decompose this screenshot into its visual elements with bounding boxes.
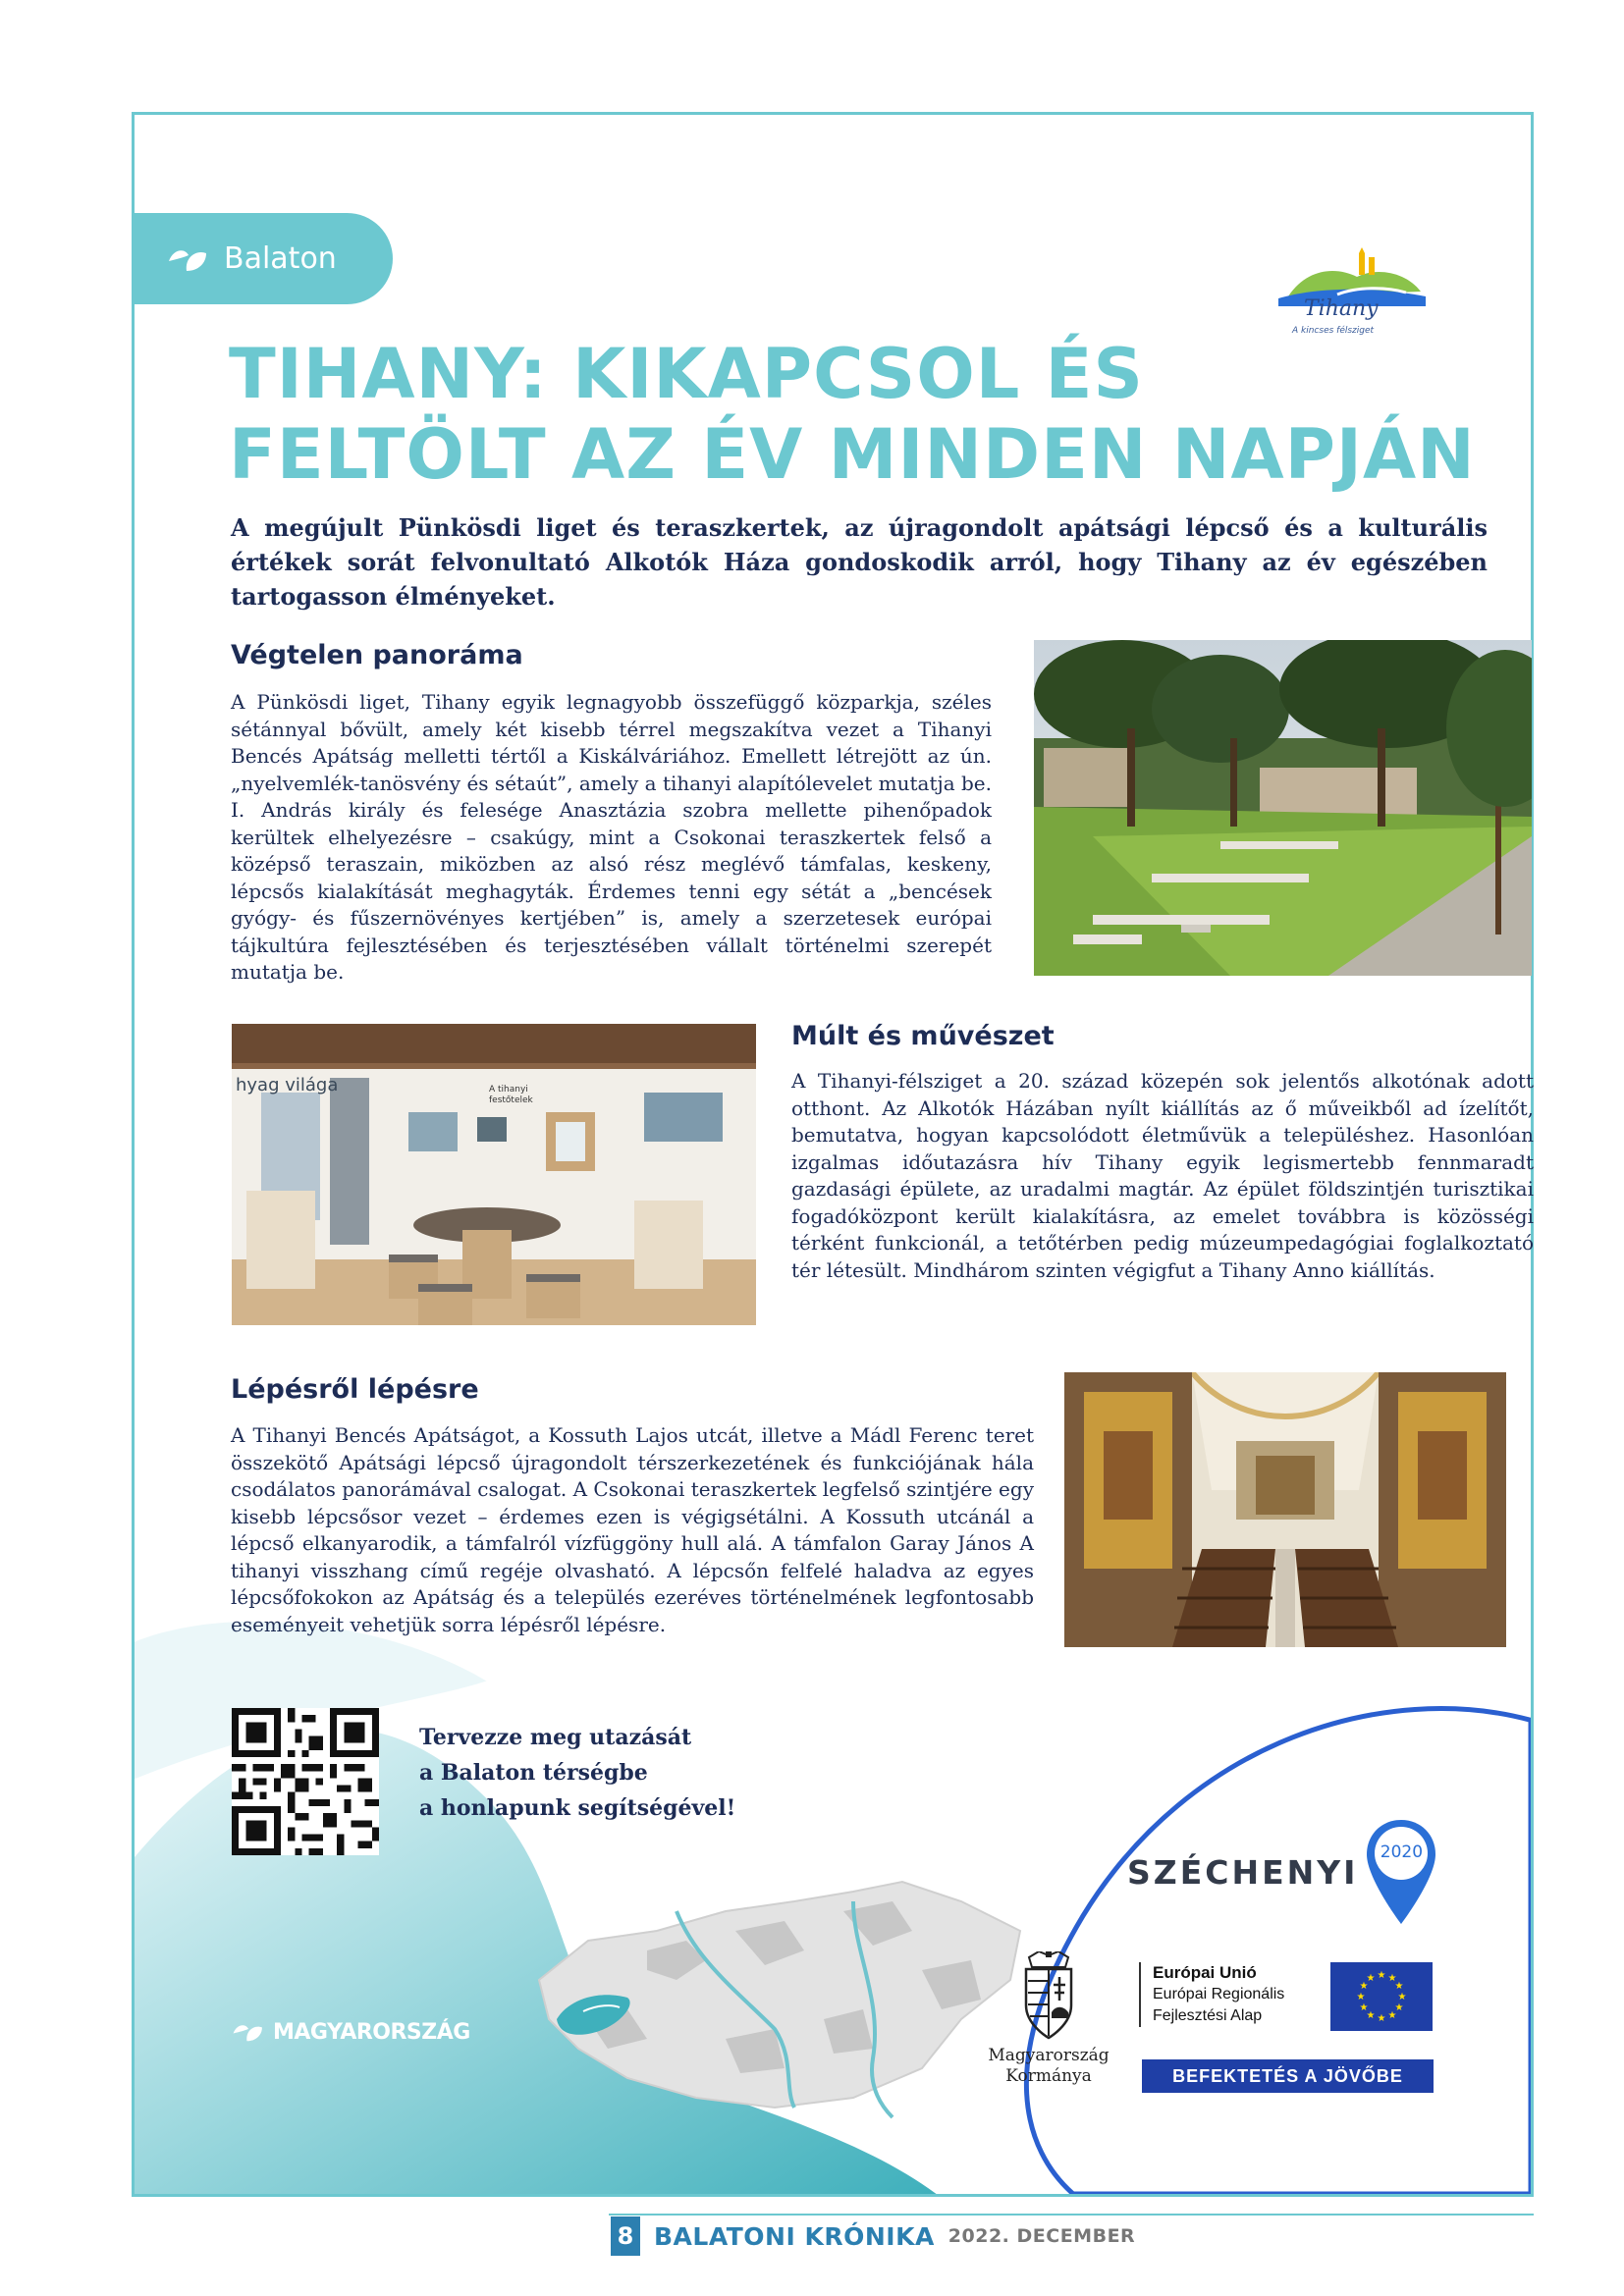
page-title-line2: FELTÖLT AZ ÉV MINDEN NAPJÁN bbox=[229, 414, 1476, 495]
svg-text:★: ★ bbox=[1377, 1970, 1386, 1981]
section-heading-lepesrol: Lépésről lépésre bbox=[231, 1374, 479, 1405]
tihany-logo-tagline: A kincses félsziget bbox=[1292, 326, 1375, 336]
magyarorszag-brand-logo bbox=[232, 2019, 470, 2045]
balaton-leaf-icon bbox=[167, 243, 210, 275]
section-text-panorama: A Pünkösdi liget, Tihany egyik legnagyobb összefüggő közparkja, széles sétánnyal bővült, amely két kisebb térrel megszakítva vezet a Tihanyi Bencés Apátság melletti tértől a Kiskálváriához. Emellett létrejött az ún. „nyelvemlék-tanösvény és sétaút”, amely a tihanyi alapítólevelet mutatja be. I. András király és felesége Anasztázia szobra mellette pihenőpadok kerültek elhelyezésre – csakúgy, mint a Csokonai teraszkertek felső a középső teraszain, miközben az alsó rész meglévő támfalas, keskeny, lépcsős kialakítását meghagyták. Érdemes tenni egy sétát a „bencések gyógy- és fűszernövényes kertjében” is, amely a szerzetesek európai tájkultúra fejlesztésében és terjesztésében vállalt történelmi szerepét mutatja be. bbox=[231, 690, 992, 984]
page-title bbox=[229, 334, 1505, 495]
cta-line2: a Balaton térségbe bbox=[419, 1760, 648, 1786]
lead-paragraph: A megújult Pünkösdi liget és teraszkertek, az újragondolt apátsági lépcső és a kulturális értékek sorát felvonultató Alkotók Háza gondoskodik arról, hogy Tihany az év egészében tartogasson élményeket. bbox=[231, 513, 1488, 611]
eu-line2: Európai Regionális bbox=[1153, 1986, 1285, 2002]
eu-line1: Európai Unió bbox=[1153, 1963, 1257, 1982]
svg-text:★: ★ bbox=[1394, 2002, 1404, 2013]
hungary-map bbox=[529, 1872, 1040, 2127]
footer-divider bbox=[609, 2214, 1534, 2216]
svg-text:★: ★ bbox=[1359, 1981, 1369, 1992]
exhibition-wall-text: hyag világa bbox=[236, 1075, 339, 1095]
svg-text:★: ★ bbox=[1387, 2010, 1397, 2021]
exhibition-photo bbox=[232, 1024, 756, 1325]
section-text-mult: A Tihanyi-félsziget a 20. század közepén sok jelentős alkotónak adott otthont. Az Alkotók Házában nyílt kiállítás az ő műveikből ad ízelítőt, bemutatva, hogyan kapcsolódott életművük a településhez. Hasonlóan izgalmas időutazásra hív Tihany egyik legismertebb fennmaradt gazdasági épülete, az uradalmi magtár. Az épület földszintjén turisztikai fogadóközpont került kialakításra, az emelet továbbra is közösségi térként funkcionál, a tetőtérben pedig múzeumpedagógiai foglalkoztató tér létesült. Mindhárom szinten végigfut a Tihany Anno kiállítás. bbox=[791, 1069, 1534, 1282]
section-tab-label: Balaton bbox=[224, 241, 337, 276]
church-interior-photo bbox=[1064, 1372, 1506, 1647]
cta-line1: Tervezze meg utazását bbox=[419, 1725, 692, 1750]
cta-line3: a honlapunk segítségével! bbox=[419, 1795, 736, 1821]
invest-slogan: BEFEKTETÉS A JÖVŐBE bbox=[1142, 2059, 1434, 2093]
coat-of-arms-icon bbox=[1014, 1951, 1083, 2042]
page-title-line1: TIHANY: KIKAPCSOL ÉS bbox=[229, 334, 1144, 414]
map-pin-icon bbox=[1364, 1818, 1438, 1926]
page-number: 8 bbox=[611, 2216, 640, 2256]
plan-trip-callout bbox=[419, 1720, 812, 1826]
svg-text:★: ★ bbox=[1366, 2010, 1376, 2021]
kormany-line1: Magyarország bbox=[988, 2046, 1110, 2065]
svg-text:★: ★ bbox=[1387, 1973, 1397, 1984]
svg-text:★: ★ bbox=[1366, 1973, 1376, 1984]
svg-text:★: ★ bbox=[1394, 1981, 1404, 1992]
svg-text:★: ★ bbox=[1377, 2013, 1386, 2024]
eu-logo bbox=[1139, 1962, 1434, 2053]
section-tab bbox=[132, 213, 393, 304]
magazine-name: BALATONI KRÓNIKA bbox=[654, 2221, 935, 2251]
svg-text:★: ★ bbox=[1397, 1992, 1407, 2002]
tihany-logo bbox=[1278, 247, 1426, 346]
brand-label: MAGYARORSZÁG bbox=[273, 2019, 470, 2045]
kormany-line2: Kormánya bbox=[1005, 2066, 1092, 2086]
svg-text:★: ★ bbox=[1356, 1992, 1366, 2002]
tihany-logo-name: Tihany bbox=[1304, 296, 1379, 321]
section-text-lepesrol: A Tihanyi Bencés Apátságot, a Kossuth Lajos utcát, illetve a Mádl Ferenc teret összekötő Apátsági lépcső újragondolt térszerkezetének és funkciójának hála csodálatos panorámával csalogat. A Csokonai teraszkertek legfelső szintjére egy kisebb lépcsősor vezet – érdemes ezen is végigsétálni. A Kossuth utcánál a lépcső elkanyarodik, a támfalról vízfüggöny hull alá. A támfalon Garay János A tihanyi visszhang című regéje olvasható. A lépcsőn felfelé haladva az egyes lépcsőfokokon az Apátság és a település ezeréves történelmének legfontosabb eseményeit vehetjük sorra lépésről lépésre. bbox=[231, 1423, 1034, 1636]
issue-date: 2022. DECEMBER bbox=[947, 2225, 1136, 2247]
footer bbox=[611, 2216, 1135, 2256]
eu-flag-icon bbox=[1330, 1962, 1433, 2031]
exhibition-panel-text: A tihanyi festőtelek bbox=[489, 1085, 533, 1105]
government-logo bbox=[965, 1951, 1132, 2087]
qr-code[interactable] bbox=[232, 1708, 379, 1855]
section-heading-mult: Múlt és művészet bbox=[791, 1021, 1055, 1051]
szechenyi-year: 2020 bbox=[1380, 1842, 1424, 1862]
szechenyi-word: SZÉCHENYI bbox=[1127, 1852, 1359, 1892]
eu-text-block bbox=[1139, 1962, 1316, 2027]
hungary-brand-icon bbox=[232, 2019, 265, 2045]
eu-line3: Fejlesztési Alap bbox=[1153, 2007, 1263, 2024]
park-photo bbox=[1034, 640, 1532, 976]
svg-text:★: ★ bbox=[1359, 2002, 1369, 2013]
section-heading-panorama: Végtelen panoráma bbox=[231, 640, 523, 670]
szechenyi-2020-logo bbox=[1127, 1818, 1438, 1926]
